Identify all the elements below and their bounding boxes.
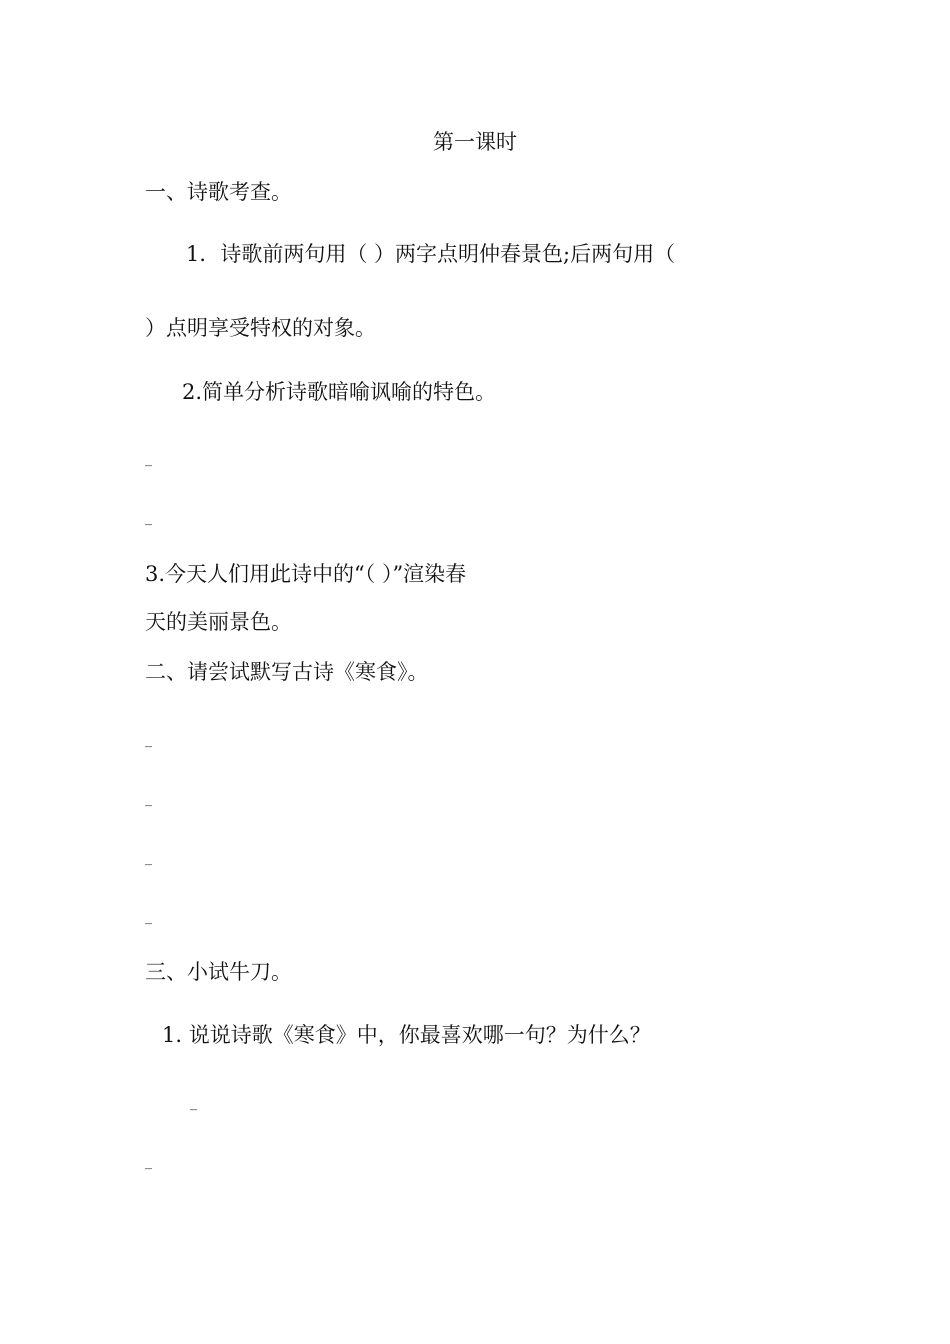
question-3-line-1: 3.今天人们用此诗中的“（ ）”渲染春 [145, 562, 467, 586]
question-1-line-1: 1．诗歌前两句用（ ）两字点明仲春景色;后两句用（ [186, 242, 676, 266]
answer-line: _ [145, 791, 152, 807]
section-heading-3: 三、小试牛刀。 [145, 960, 292, 984]
section-heading-2: 二、请尝试默写古诗《寒食》。 [145, 660, 429, 684]
question-3-line-2: 天的美丽景色。 [145, 610, 292, 634]
question-1-line-2: ）点明享受特权的对象。 [145, 316, 376, 340]
page-title: 第一课时 [433, 130, 517, 154]
section-heading-1: 一、诗歌考查。 [145, 180, 292, 204]
answer-line: _ [145, 909, 152, 925]
answer-line: _ [145, 732, 152, 748]
section-3-question-1: 1. 说说诗歌《寒食》中，你最喜欢哪一句？为什么？ [162, 1023, 651, 1047]
question-2: 2.简单分析诗歌暗喻讽喻的特色。 [182, 380, 497, 404]
answer-line: _ [145, 510, 152, 526]
answer-line: _ [145, 1154, 152, 1170]
answer-line: _ [145, 850, 152, 866]
answer-line: _ [190, 1095, 197, 1111]
answer-line: _ [145, 451, 152, 467]
